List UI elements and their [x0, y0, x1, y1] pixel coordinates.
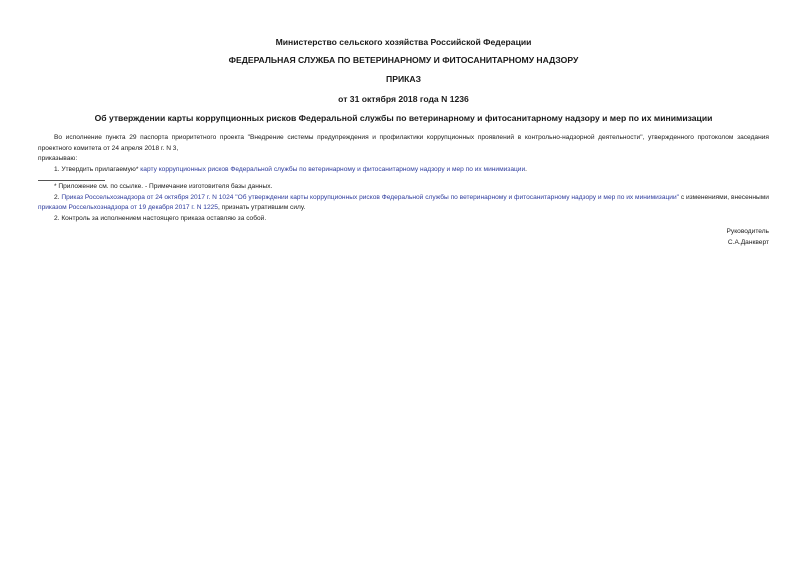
ministry-heading: Министерство сельского хозяйства Российской Федерации: [275, 37, 532, 47]
item-2-suffix: , признать утратившим силу.: [217, 204, 306, 211]
service-heading: ФЕДЕРАЛЬНАЯ СЛУЖБА ПО ВЕТЕРИНАРНОМУ И ФИТОСАНИТАРНОМУ НАДЗОРУ: [228, 55, 579, 65]
intro-paragraph: Во исполнение пункта 29 паспорта приоритетного проекта "Внедрение системы предупреждения и профилактики коррупционных проявлений в контрольно-надзорной деятельности", утвержденного протоколом заседания проектного комитета от 24 апреля 2018 г. N 3,: [38, 134, 769, 152]
item-1-suffix: .: [525, 165, 527, 173]
item-2-mid: с изменениями, внесенными: [678, 193, 769, 201]
doc-type-heading: ПРИКАЗ: [386, 74, 421, 84]
date-number-heading: от 31 октября 2018 года N 1236: [338, 94, 469, 104]
footnote: * Приложение см. по ссылке. - Примечание изготовителя базы данных.: [54, 183, 273, 190]
item-1-prefix: 1. Утвердить прилагаемую*: [54, 165, 141, 173]
order-word: приказываю:: [38, 155, 78, 162]
document-body: [38, 133, 769, 224]
item-1: [38, 165, 769, 176]
signature-position: Руководитель: [726, 228, 769, 235]
order-1225-link[interactable]: приказом Россельхознадзора от 19 декабря 2017 г. N 1225: [38, 204, 218, 211]
footnote-divider: [38, 180, 105, 181]
document-title: Об утверждении карты коррупционных рисков Федеральной службы по ветеринарному и фитосанитарному надзору и мер по их минимизации: [94, 113, 713, 123]
signature-block: [727, 227, 769, 248]
item-2: [38, 193, 769, 214]
signature-name: С.А.Данкверт: [727, 238, 769, 246]
order-1024-link[interactable]: Приказ Россельхознадзора от 24 октября 2017 г. N 1024 "Об утверждении карты коррупционных рисков Федеральной службы по ветеринарному и фитосанитарному надзору и мер по их минимизации": [61, 193, 679, 201]
item-2-prefix: 2.: [54, 193, 62, 201]
map-link[interactable]: карту коррупционных рисков Федеральной службы по ветеринарному и фитосанитарному надзору и мер по их минимизации: [140, 165, 526, 173]
item-3: 2. Контроль за исполнением настоящего приказа оставляю за собой.: [54, 214, 267, 222]
